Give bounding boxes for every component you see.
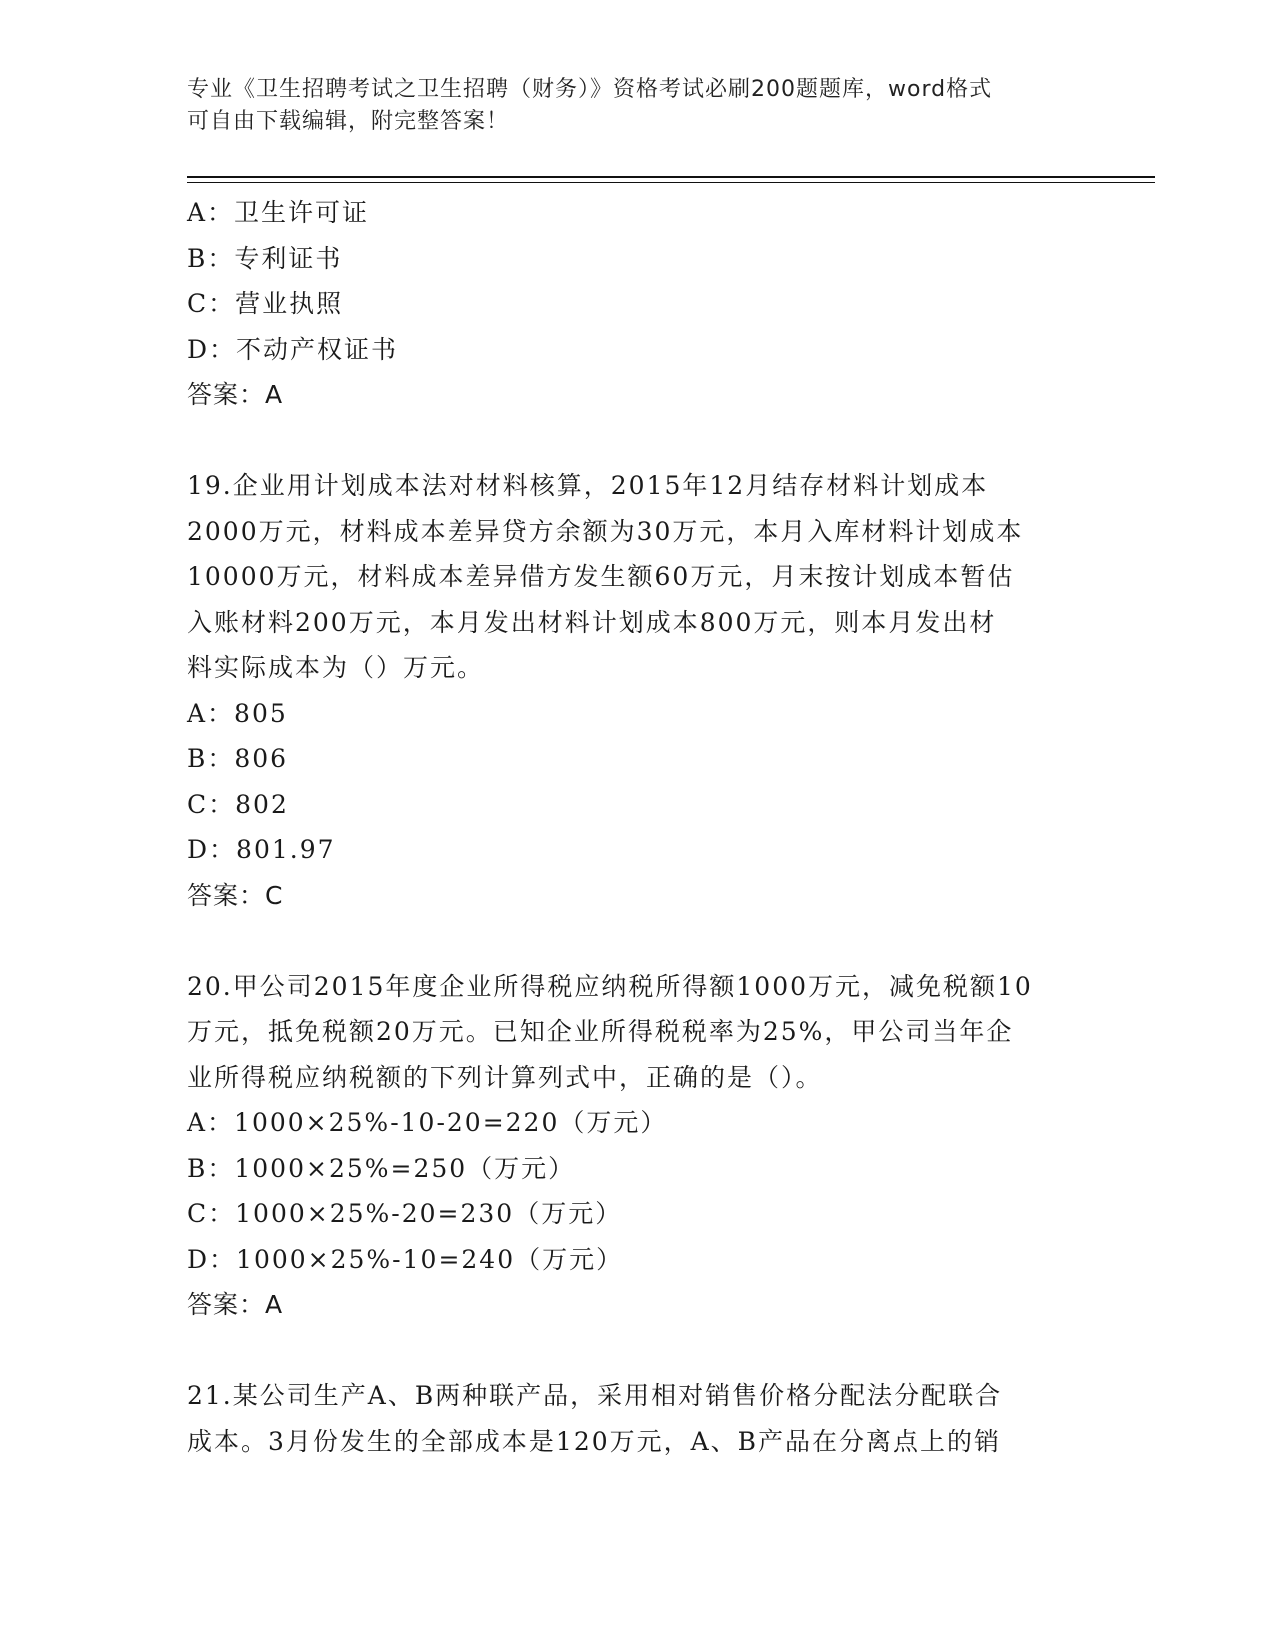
- question-text-line: 料实际成本为（）万元。: [187, 653, 485, 682]
- option-b: B：1000×25%=250（万元）: [187, 1153, 576, 1183]
- question-19: [187, 463, 1087, 918]
- question-20: [187, 964, 1087, 1328]
- answer: 答案：A: [187, 1290, 284, 1319]
- document-body: [187, 190, 1087, 1464]
- header-divider-thick: [187, 176, 1155, 178]
- question-text-line: 21.某公司生产A、B两种联产品，采用相对销售价格分配法分配联合: [187, 1381, 1003, 1410]
- header-divider-thin: [187, 182, 1155, 183]
- question-21: [187, 1373, 1087, 1464]
- option-a: A：卫生许可证: [187, 198, 370, 227]
- option-d: D：801.97: [187, 835, 336, 864]
- option-d: D：1000×25%-10=240（万元）: [187, 1244, 624, 1274]
- header-title-line-2: 可自由下载编辑，附完整答案！: [187, 109, 510, 134]
- header-title-line-1: 专业《卫生招聘考试之卫生招聘（财务）》资格考试必刷200题题库，word格式: [187, 77, 993, 102]
- option-a: A：805: [187, 698, 288, 728]
- question-text-line: 2000万元，材料成本差异贷方余额为30万元，本月入库材料计划成本: [187, 516, 1024, 546]
- option-c: C：1000×25%-20=230（万元）: [187, 1199, 623, 1228]
- option-c: C：802: [187, 789, 289, 819]
- option-b: B：806: [187, 744, 289, 773]
- document-header: [187, 74, 1087, 138]
- option-c: C：营业执照: [187, 289, 344, 318]
- question-text-line: 万元，抵免税额20万元。已知企业所得税税率为25%，甲公司当年企: [187, 1017, 1014, 1046]
- question-text-line: 20.甲公司2015年度企业所得税应纳税所得额1000万元，减免税额10: [187, 971, 1033, 1001]
- question-text-line: 10000万元，材料成本差异借方发生额60万元，月末按计划成本暂估: [187, 562, 1015, 591]
- question-text-line: 19.企业用计划成本法对材料核算，2015年12月结存材料计划成本: [187, 471, 989, 500]
- option-a: A：1000×25%-10-20=220（万元）: [187, 1108, 668, 1137]
- question-text-line: 成本。3月份发生的全部成本是120万元，A、B产品在分离点上的销: [187, 1426, 1002, 1456]
- question-text-line: 入账材料200万元，本月发出材料计划成本800万元，则本月发出材: [187, 607, 997, 637]
- question-18: [187, 190, 1087, 418]
- answer: 答案：C: [187, 880, 284, 910]
- option-b: B：专利证书: [187, 243, 343, 273]
- option-d: D：不动产权证书: [187, 334, 399, 364]
- answer: 答案：A: [187, 380, 284, 409]
- question-text-line: 业所得税应纳税额的下列计算列式中，正确的是（）。: [187, 1062, 823, 1092]
